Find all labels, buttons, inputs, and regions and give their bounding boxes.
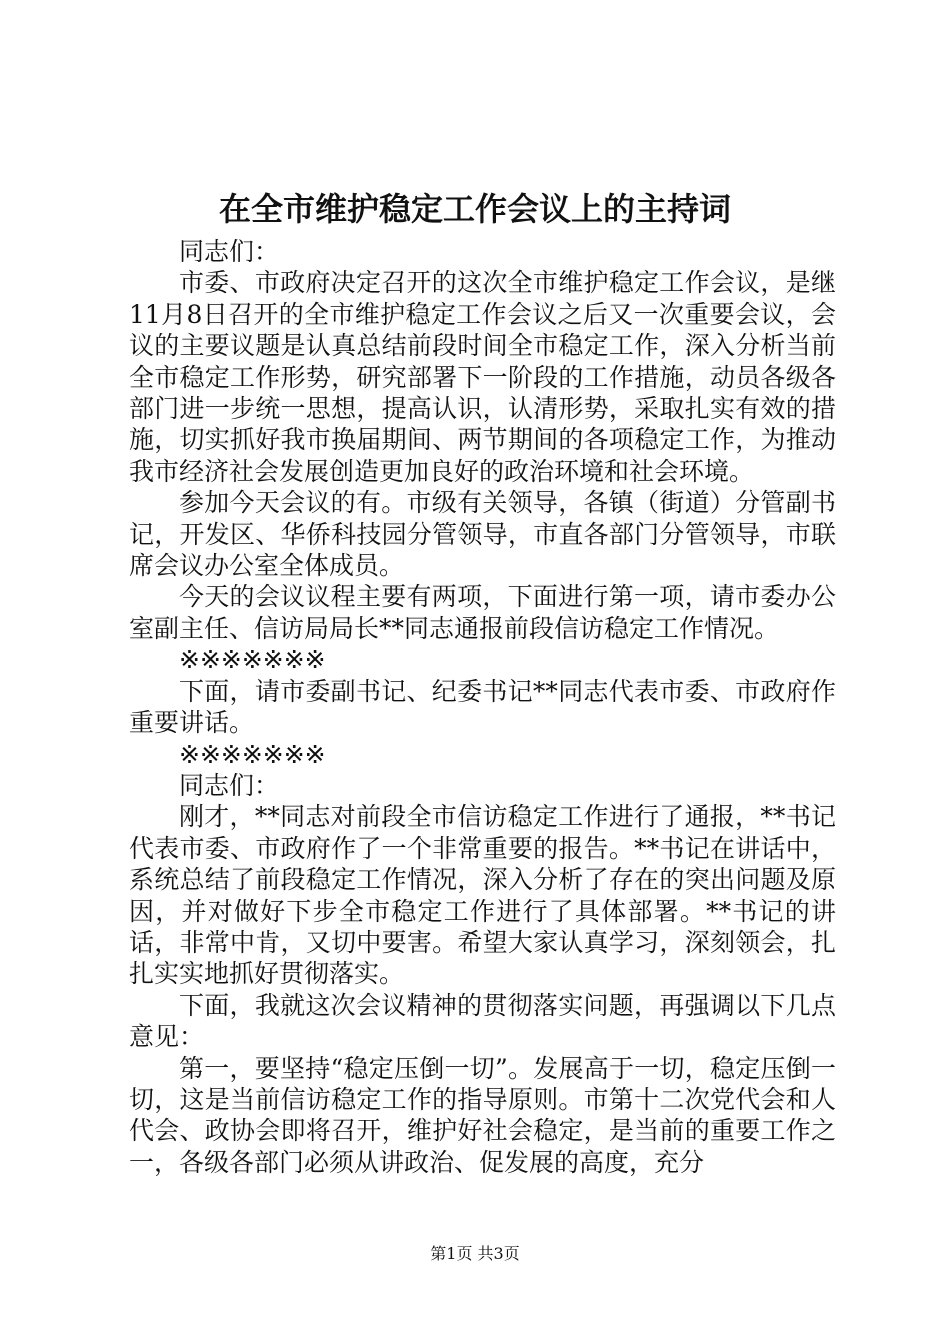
paragraph-opinions-intro: 下面，我就这次会议精神的贯彻落实问题，再强调以下几点意见： (129, 990, 836, 1052)
paragraph-meeting-intro: 市委、市政府决定召开的这次全市维护稳定工作会议，是继11月8日召开的全市维护稳定工作会议之后又一次重要会议，会议的主要议题是认真总结前段时间全市稳定工作，深入分析当前全市稳定工作形势，研究部署下一阶段的工作措施，动员各级各部门进一步统一思想，提高认识，认清形势，采取扎实有效的措施，切实抓好我市换届期间、两节期间的各项稳定工作，为推动我市经济社会发展创造更加良好的政治环境和社会环境。 (129, 268, 836, 486)
paragraph-speech-invite: 下面，请市委副书记、纪委书记**同志代表市委、市政府作重要讲话。 (129, 676, 836, 738)
paragraph-summary: 刚才，**同志对前段全市信访稳定工作进行了通报，**书记代表市委、市政府作了一个非常重要的报告。**书记在讲话中，系统总结了前段稳定工作情况，深入分析了存在的突出问题及原因，并对做好下步全市稳定工作进行了具体部署。**书记的讲话，非常中肯，又切中要害。希望大家认真学习，深刻领会，扎扎实实地抓好贯彻落实。 (129, 802, 836, 989)
page-footer: 第1页 共3页 (430, 1244, 520, 1263)
paragraph-agenda: 今天的会议议程主要有两项，下面进行第一项，请市委办公室副主任、信访局局长**同志通报前段信访稳定工作情况。 (129, 582, 836, 643)
salutation: 同志们： (179, 237, 280, 266)
section-separator: ※※※※※※※ (179, 645, 326, 675)
paragraph-attendees: 参加今天会议的有。市级有关领导，各镇（街道）分管副书记，开发区、华侨科技园分管领导，市直各部门分管领导，市联席会议办公室全体成员。 (129, 488, 836, 581)
paragraph-point-one: 第一，要坚持“稳定压倒一切”。发展高于一切，稳定压倒一切，这是当前信访稳定工作的指导原则。市第十二次党代会和人代会、政协会即将召开，维护好社会稳定，是当前的重要工作之一，各级各部门必须从讲政治、促发展的高度，充分 (129, 1053, 836, 1177)
section-separator: ※※※※※※※ (179, 739, 326, 769)
salutation: 同志们： (179, 770, 280, 800)
document-title: 在全市维护稳定工作会议上的主持词 (218, 190, 731, 228)
document-body (129, 236, 836, 1178)
